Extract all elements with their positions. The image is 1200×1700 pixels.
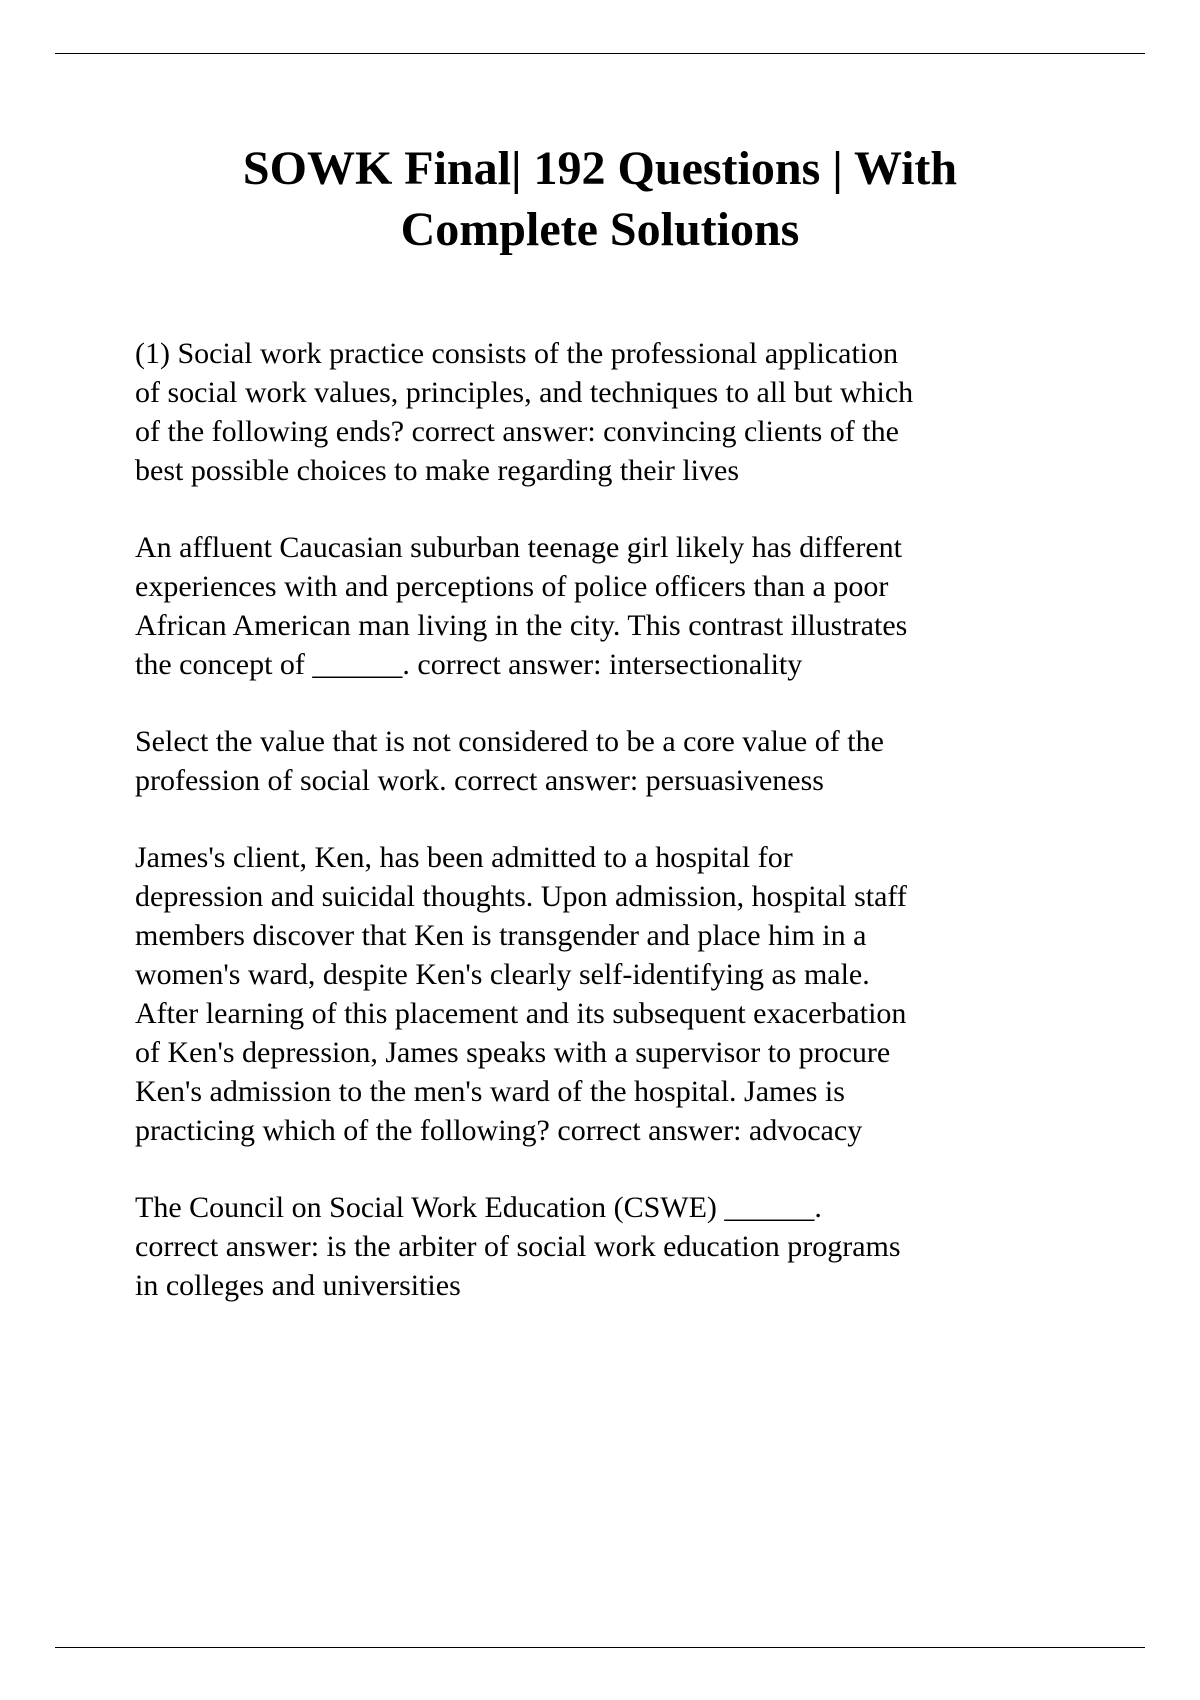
text-line: best possible choices to make regarding their lives — [135, 454, 739, 487]
question-paragraph — [135, 334, 1135, 490]
text-line: depression and suicidal thoughts. Upon admission, hospital staff — [135, 880, 907, 913]
text-line: of social work values, principles, and techniques to all but which — [135, 376, 914, 409]
text-line: James's client, Ken, has been admitted to a hospital for — [135, 841, 793, 874]
text-line: Select the value that is not considered to be a core value of the — [135, 725, 884, 758]
question-paragraph — [135, 528, 1135, 684]
title-line: Complete Solutions — [400, 203, 800, 256]
question-paragraph — [135, 722, 1135, 800]
text-line: in colleges and universities — [135, 1269, 461, 1302]
top-rule — [55, 53, 1145, 54]
question-paragraph — [135, 1188, 1135, 1305]
text-line: African American man living in the city. This contrast illustrates — [135, 609, 908, 642]
text-line: profession of social work. correct answer: persuasiveness — [135, 764, 824, 797]
text-line: After learning of this placement and its subsequent exacerbation — [135, 997, 907, 1030]
text-line: (1) Social work practice consists of the professional application — [135, 337, 899, 370]
document-body — [135, 334, 1135, 1343]
text-line: members discover that Ken is transgender and place him in a — [135, 919, 867, 952]
text-line: Ken's admission to the men's ward of the hospital. James is — [135, 1075, 845, 1108]
title-line: SOWK Final| 192 Questions | With — [242, 142, 958, 195]
text-line: practicing which of the following? correct answer: advocacy — [135, 1114, 863, 1147]
text-line: women's ward, despite Ken's clearly self-identifying as male. — [135, 958, 870, 991]
question-paragraph — [135, 838, 1135, 1150]
document-title — [0, 138, 1200, 260]
bottom-rule — [55, 1647, 1145, 1648]
text-line: experiences with and perceptions of police officers than a poor — [135, 570, 889, 603]
text-line: correct answer: is the arbiter of social work education programs — [135, 1230, 901, 1263]
text-line: An affluent Caucasian suburban teenage girl likely has different — [135, 531, 902, 564]
text-line: the concept of ______. correct answer: intersectionality — [135, 648, 803, 681]
text-line: of Ken's depression, James speaks with a supervisor to procure — [135, 1036, 891, 1069]
text-line: of the following ends? correct answer: convincing clients of the — [135, 415, 899, 448]
text-line: The Council on Social Work Education (CSWE) ______. — [135, 1191, 822, 1224]
